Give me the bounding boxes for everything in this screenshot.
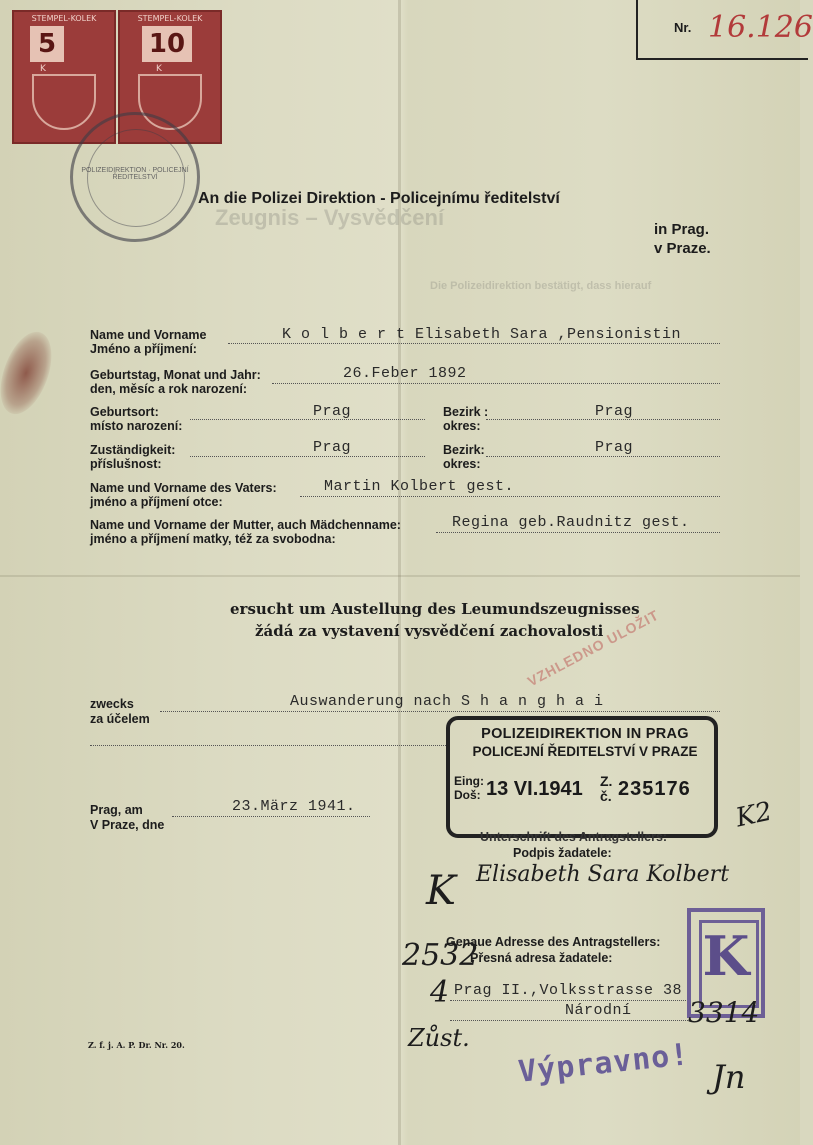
domicile-district-dotted-line — [486, 456, 720, 457]
tax-stamp-header: STEMPEL-KOLEK — [31, 14, 97, 23]
police-stamp-eing: Eing: — [454, 774, 484, 788]
k-stamp-letter: K — [702, 924, 750, 988]
domicile-label-de: Zuständigkeit: — [90, 443, 176, 457]
round-stamp-text: POLIZEIDIREKTION · POLICEJNÍ ŘEDITELSTVÍ — [81, 167, 189, 181]
place-date-dotted-line — [172, 816, 370, 817]
handwritten-2532: 2532 — [402, 938, 479, 973]
birthdate-label-de: Geburtstag, Monat und Jahr: — [90, 368, 261, 382]
purpose-dotted-line-2 — [90, 745, 450, 746]
tax-stamp-value: 5 — [30, 26, 64, 62]
tax-stamp-header: STEMPEL-KOLEK — [137, 14, 203, 23]
birthplace-district-label-cz: okres: — [443, 419, 481, 433]
police-stamp-dos: Doš: — [454, 788, 481, 802]
city-de: in Prag. — [654, 221, 710, 238]
handwritten-big-k: K — [426, 868, 456, 914]
address-label-de: Genaue Adresse des Antragstellers: — [446, 935, 661, 949]
signature-label-de: Unterschrift des Antragstellers: — [480, 830, 668, 844]
signature-label-cz: Podpis žadatele: — [513, 846, 612, 860]
vypravno-stamp: Výpravno! — [516, 1037, 691, 1090]
address-label-cz: Přesná adresa žadatele: — [470, 951, 613, 965]
father-label-cz: jméno a příjmení otce: — [90, 495, 223, 509]
police-stamp-labels — [454, 774, 484, 802]
birthdate-label-cz: den, měsíc a rok narození: — [90, 382, 247, 396]
police-stamp-line2: POLICEJNÍ ŘEDITELSTVÍ V PRAZE — [472, 744, 698, 759]
domicile-dotted-line — [190, 456, 425, 457]
handwritten-zust: Zůst. — [408, 1024, 470, 1052]
request-line-de: ersucht um Austellung des Leumundszeugnisses — [230, 600, 640, 618]
name-dotted-line — [228, 343, 720, 344]
name-value: K o l b e r t Elisabeth Sara ,Pensionistin — [282, 326, 682, 343]
fold-line-vertical — [398, 0, 401, 1145]
police-stamp-date: 13 VI.1941 — [486, 778, 583, 800]
red-faded-stamp: VZHLEDNO ULOŽIT — [524, 606, 662, 690]
police-stamp-c: č. — [600, 788, 612, 804]
address-line1: Prag II.,Volksstrasse 38 — [454, 982, 683, 999]
birthplace-district-label-de: Bezirk : — [443, 405, 489, 419]
request-line-cz: žádá za vystavení vysvědčení zachovalosti — [255, 622, 604, 640]
footer-form-code: Z. f. j. A. P. Dr. Nr. 20. — [88, 1040, 185, 1050]
police-stamp-number: 235176 — [618, 778, 691, 800]
birthplace-dotted-line — [190, 419, 425, 420]
mother-value: Regina geb.Raudnitz gest. — [452, 514, 690, 531]
birthplace-value: Prag — [313, 403, 352, 420]
bleed-through-text: Die Polizeidirektion bestätigt, dass hierauf — [430, 280, 652, 292]
address-line2: Národní — [565, 1002, 632, 1019]
address-dotted-line-1 — [450, 1000, 690, 1001]
address-dotted-line-2 — [450, 1020, 690, 1021]
domicile-value: Prag — [313, 439, 352, 456]
domicile-district-label-de: Bezirk: — [443, 443, 485, 457]
police-stamp-zc — [600, 774, 612, 804]
lion-crest-icon — [32, 74, 96, 130]
father-dotted-line — [300, 496, 720, 497]
police-stamp-line1: POLIZEIDIREKTION IN PRAG — [481, 726, 689, 742]
handwritten-3314: 3314 — [688, 996, 760, 1029]
name-label-de: Name und Vorname — [90, 328, 207, 342]
name-label-cz: Jméno a příjmení: — [90, 342, 197, 356]
domicile-label-cz: příslušnost: — [90, 457, 162, 471]
birthdate-dotted-line — [272, 383, 720, 384]
purpose-value: Auswanderung nach S h a n g h a i — [290, 693, 604, 710]
number-value: 16.126 — [708, 10, 813, 45]
birthplace-district-value: Prag — [595, 403, 634, 420]
tax-stamp-unit: K — [40, 64, 46, 74]
purpose-dotted-line — [160, 711, 720, 712]
purpose-label-cz: za účelem — [90, 712, 150, 726]
domicile-district-label-cz: okres: — [443, 457, 481, 471]
birthplace-label-cz: místo narození: — [90, 419, 183, 433]
purpose-label-de: zwecks — [90, 697, 134, 711]
domicile-district-value: Prag — [595, 439, 634, 456]
tax-stamp-value: 10 — [142, 26, 192, 62]
round-police-stamp — [70, 112, 200, 242]
birthdate-value: 26.Feber 1892 — [343, 365, 467, 382]
fold-line-horizontal — [0, 575, 800, 577]
city-cz: v Praze. — [654, 240, 711, 257]
birthplace-label-de: Geburtsort: — [90, 405, 159, 419]
handwritten-4: 4 — [430, 975, 450, 1010]
mother-label-cz: jméno a příjmení matky, též za svobodna: — [90, 532, 336, 546]
number-box — [636, 0, 813, 60]
addressee-heading: An die Polizei Direktion - Policejnímu ředitelství — [198, 190, 560, 207]
police-stamp-z: Z. — [600, 773, 613, 789]
number-label: Nr. — [674, 20, 692, 35]
father-label-de: Name und Vorname des Vaters: — [90, 481, 277, 495]
father-value: Martin Kolbert gest. — [324, 478, 515, 495]
handwritten-k2: K2 — [733, 796, 775, 834]
place-date-label-cz: V Praze, dne — [90, 818, 165, 832]
bleed-through-title: Zeugnis – Vysvědčení — [215, 205, 445, 230]
mother-dotted-line — [436, 532, 720, 533]
tax-stamp-unit: K — [156, 64, 162, 74]
place-date-label-de: Prag, am — [90, 803, 143, 817]
place-date-value: 23.März 1941. — [232, 798, 356, 815]
police-reception-stamp — [446, 716, 718, 838]
handwritten-initial: Jn — [712, 1058, 746, 1096]
mother-label-de: Name und Vorname der Mutter, auch Mädchenname: — [90, 518, 401, 532]
signature-value: Elisabeth Sara Kolbert — [476, 862, 730, 887]
